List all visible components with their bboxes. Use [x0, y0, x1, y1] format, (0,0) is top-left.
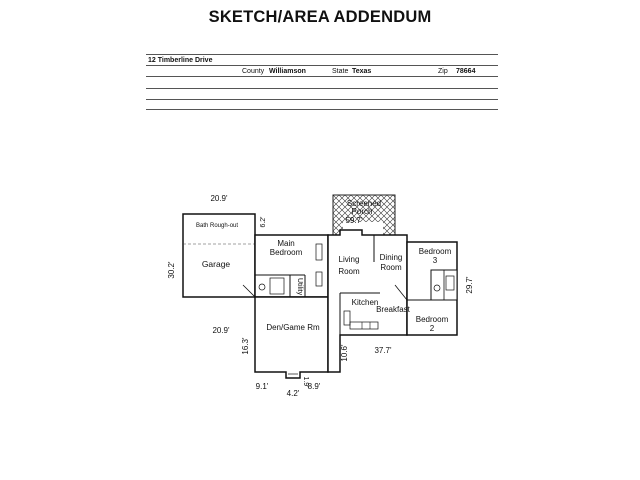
label-main-bedroom-line1: Main	[277, 239, 295, 248]
label-main-bedroom-line2: Bedroom	[269, 248, 303, 257]
dim-den-bottom-left: 9.1'	[255, 382, 269, 391]
label-living-line1: Living	[338, 255, 360, 264]
label-breakfast: Breakfast	[376, 305, 410, 314]
page-title: SKETCH/AREA ADDENDUM	[208, 8, 432, 26]
label-dining-line1: Dining	[379, 253, 403, 262]
label-kitchen: Kitchen	[351, 298, 379, 307]
dim-garage-left: 30.2'	[167, 261, 176, 279]
county-value: Williamson	[269, 68, 306, 75]
label-bedroom3-line2: 3	[432, 256, 438, 265]
label-bedroom3-line1: Bedroom	[418, 247, 452, 256]
dim-bath-small: 6.2'	[260, 216, 267, 228]
dim-den-bottom-mid: 4.2'	[286, 389, 300, 398]
dim-porch: 59.7'	[345, 216, 363, 225]
label-living-line2: Room	[338, 267, 360, 276]
label-porch-line2: Porch	[351, 207, 373, 216]
address-text: 12 Timberline Drive	[148, 57, 213, 64]
state-value: Texas	[352, 68, 372, 75]
dim-den-notch: 1.9'	[302, 376, 309, 388]
label-porch-line1: Screened	[346, 199, 382, 208]
label-garage: Garage	[201, 259, 231, 269]
dim-garage-top: 20.9'	[210, 194, 228, 203]
zip-value: 78664	[456, 68, 476, 75]
zip-label: Zip	[438, 68, 448, 75]
dim-den-left: 16.3'	[241, 337, 250, 355]
dim-bottom-width: 37.7'	[374, 346, 392, 355]
dim-den-bottom-right: 8.9'	[307, 382, 321, 391]
dim-kitchen-left: 10.6'	[340, 344, 349, 362]
dim-right-side: 29.7'	[465, 276, 474, 294]
label-dining-line2: Room	[380, 263, 402, 272]
label-utility: Utility	[296, 278, 303, 296]
den-outline	[255, 297, 328, 378]
label-bath-roughout: Bath Rough-out	[196, 223, 239, 229]
label-bedroom2-line2: 2	[429, 324, 435, 333]
county-label: County	[242, 68, 265, 75]
label-bedroom2-line1: Bedroom	[415, 315, 449, 324]
dim-garage-bottom: 20.9'	[212, 326, 230, 335]
label-den: Den/Game Rm	[266, 323, 320, 332]
state-label: State	[332, 68, 349, 75]
